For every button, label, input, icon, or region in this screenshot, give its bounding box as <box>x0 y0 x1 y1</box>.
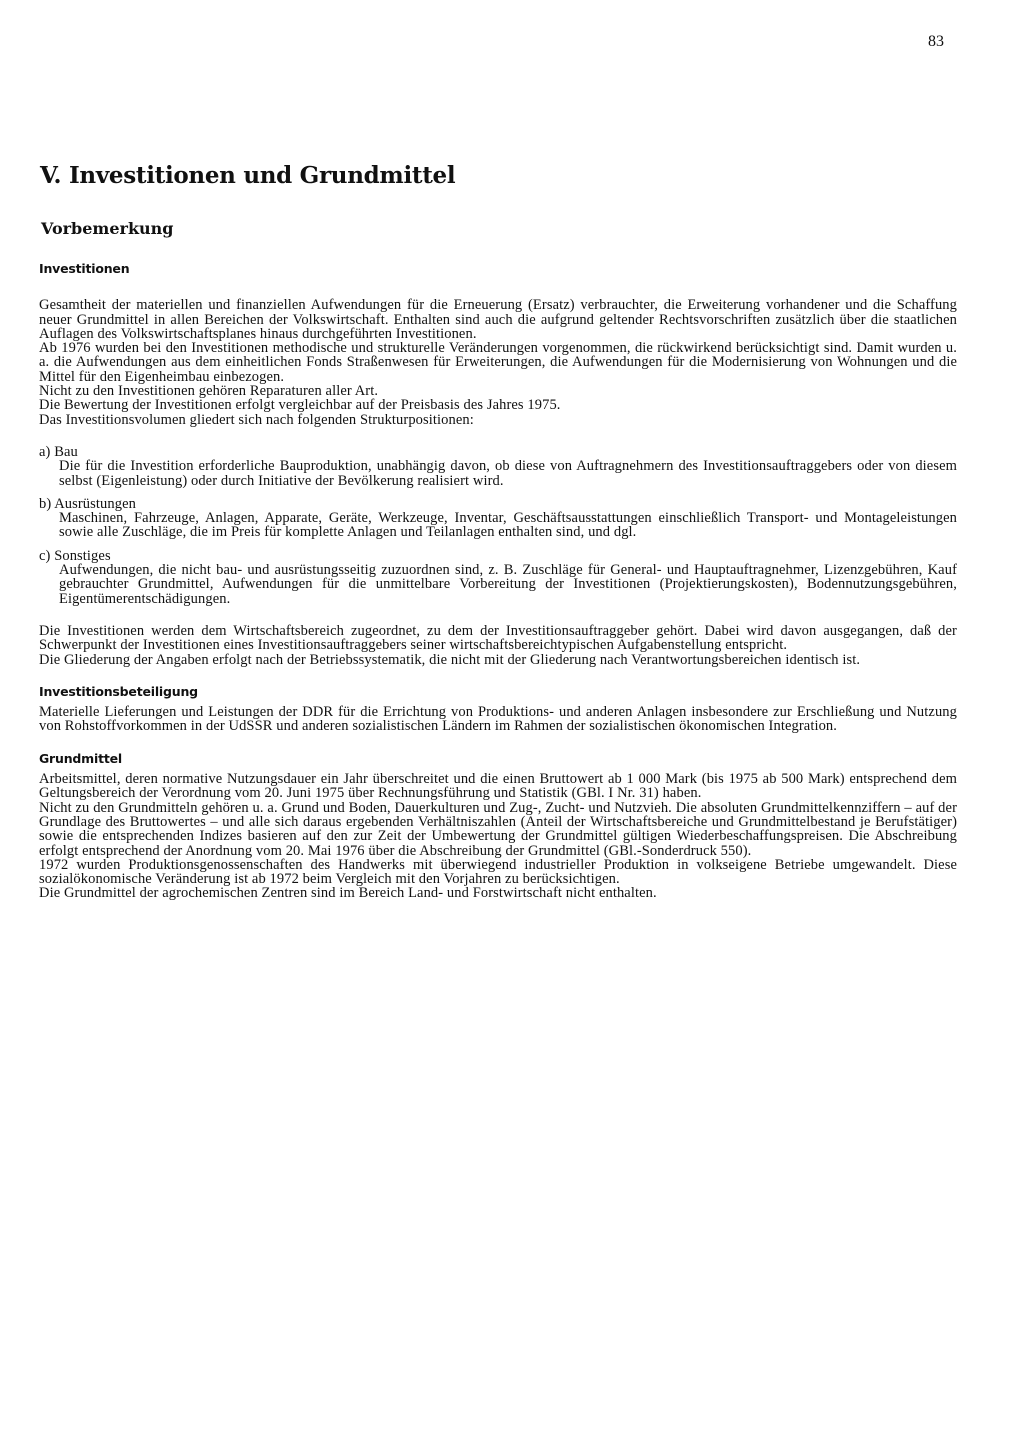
section-title: Vorbemerkung <box>41 219 174 238</box>
list-item-ausruestungen <box>39 497 957 540</box>
heading-grundmittel: Grundmittel <box>39 750 122 766</box>
paragraph: Nicht zu den Grundmitteln gehören u. a. Grund und Boden, Dauerkulturen und Zug-, Zucht- und Nutzvieh. Die absoluten Grundmittelkennziffern – auf der Grundlage des Bruttowertes – und alle sich daraus ergebenden Verhältniszahlen (Anteil der Wirtschaftsbereiche und Grundmittelbestand je Berufstätiger) sowie die entsprechenden Indizes basieren auf den zur Zeit der Umbewertung der Grundmittel gültigen Wiederbeschaffungspreisen. Die Abschreibung erfolgt entsprechend der Anordnung vom 20. Mai 1976 über die Abschreibung der Grundmittel (GBl.-Sonderdruck 550). <box>39 799 957 859</box>
paragraph: Die Grundmittel der agrochemischen Zentren sind im Bereich Land- und Forstwirtschaft nicht enthalten. <box>39 885 657 902</box>
chapter-title: V. Investitionen und Grundmittel <box>40 162 456 189</box>
paragraph: 1972 wurden Produktionsgenossenschaften des Handwerks mit überwiegend industrieller Produktion in volkseigene Betriebe umgewandelt. Diese sozialökonomische Veränderung ist ab 1972 beim Vergleich mit den Vorjahren zu berücksichtigen. <box>39 856 957 888</box>
heading-investitionen: Investitionen <box>39 261 130 276</box>
paragraph: Nicht zu den Investitionen gehören Reparaturen aller Art. <box>39 383 379 400</box>
list-item-text: Die für die Investition erforderliche Bauproduktion, unabhängig davon, ob diese von Auftragnehmern des Investitionsauftraggebers oder von diesem selbst (Eigenleistung) oder durch Initiative der Bevölkerung realisiert wird. <box>59 458 957 489</box>
paragraph: Die Bewertung der Investitionen erfolgt vergleichbar auf der Preisbasis des Jahres 1975. <box>39 397 561 414</box>
list-item-text: Aufwendungen, die nicht bau- und ausrüstungsseitig zuzuordnen sind, z. B. Zuschläge für General- und Hauptauftragnehmer, Lizenzgebühren, Kauf gebrauchter Grundmittel, Aufwendungen für die unmittelbare Vorbereitung der Investitionen (Projektierungskosten), Bodennutzungsgebühren, Eigentümerentschädigungen. <box>59 562 957 607</box>
paragraph: Die Investitionen werden dem Wirtschaftsbereich zugeordnet, zu dem der Investitionsauftraggeber gehört. Dabei wird davon ausgegangen, daß der Schwerpunkt der Investitionen eines Investitionsauftraggebers seiner wirtschaftsbereichtypischen Aufgabenstellung entspricht. <box>39 622 957 654</box>
paragraph: Materielle Lieferungen und Leistungen der DDR für die Errichtung von Produktions- und anderen Anlagen insbesondere zur Erschließung und Nutzung von Rohstoffvorkommen in der UdSSR und anderen sozialistischen Ländern im Rahmen der sozialistischen ökonomischen Integration. <box>39 704 957 735</box>
paragraph: Die Gliederung der Angaben erfolgt nach der Betriebssystematik, die nicht mit der Gliederung nach Verantwortungsbereichen identisch ist. <box>39 651 861 668</box>
list-item-bau <box>39 445 957 488</box>
paragraph: Das Investitionsvolumen gliedert sich nach folgenden Strukturpositionen: <box>39 411 474 428</box>
list-item-label: b) Ausrüstungen <box>39 495 136 512</box>
paragraph: Gesamtheit der materiellen und finanziellen Aufwendungen für die Erneuerung (Ersatz) verbrauchter, die Erweiterung vorhandener und die Schaffung neuer Grundmittel in allen Bereichen der Volkswirtschaft. Enthalten sind auch die aufgrund geltender Rechtsvorschriften zusätzlich über die staatlichen Auflagen des Volkswirtschaftsplanes hinaus durchgeführten Investitionen. <box>39 297 957 342</box>
paragraph: Arbeitsmittel, deren normative Nutzungsdauer ein Jahr überschreitet und die einen Bruttowert ab 1 000 Mark (bis 1975 ab 500 Mark) entsprechend dem Geltungsbereich der Verordnung vom 20. Juni 1975 über Rechnungsführung und Statistik (GBl. I Nr. 31) haben. <box>39 771 957 802</box>
heading-investitionsbeteiligung: Investitionsbeteiligung <box>39 683 198 699</box>
list-item-text: Maschinen, Fahrzeuge, Anlagen, Apparate, Geräte, Werkzeuge, Inventar, Geschäftsausstattungen einschließlich Transport- und Montageleistungen sowie alle Zuschläge, die im Preis für komplette Anlagen und Teilanlagen enthalten sind, und dgl. <box>59 510 957 541</box>
document-body <box>39 262 957 901</box>
list-item-label: a) Bau <box>39 443 78 460</box>
list-item-sonstiges <box>39 549 957 606</box>
page-number: 83 <box>928 33 944 50</box>
paragraph: Ab 1976 wurden bei den Investitionen methodische und strukturelle Veränderungen vorgenommen, die rückwirkend berücksichtigt sind. Damit wurden u. a. die Aufwendungen aus dem einheitlichen Fonds Straßenwesen für Erweiterungen, die Aufwendungen für die Modernisierung von Wohnungen und die Mittel für den Eigenheimbau einbezogen. <box>39 340 957 385</box>
list-item-label: c) Sonstiges <box>39 547 111 564</box>
